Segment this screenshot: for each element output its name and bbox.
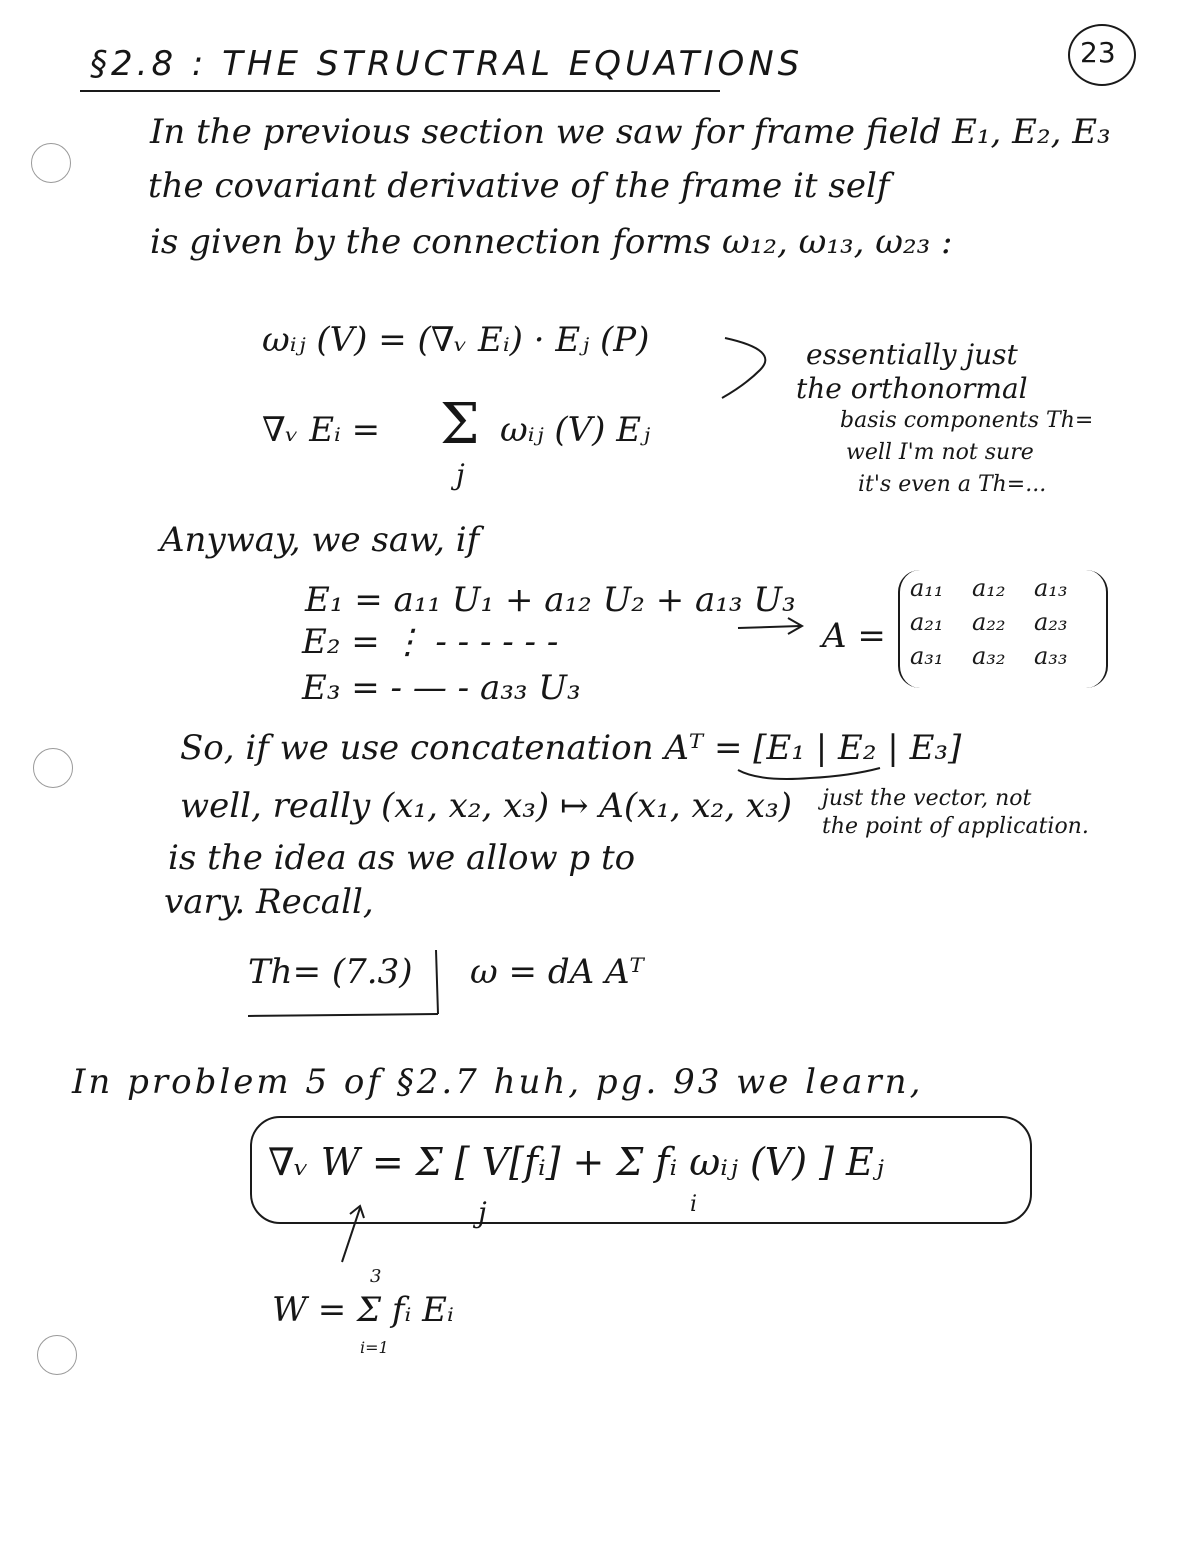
theorem-rule-side [436,950,438,1014]
side-note-line-4: well I'm not sure [846,440,1034,465]
summation-index-j: j [456,458,465,491]
frame-row-1: E₁ = a₁₁ U₁ + a₁₂ U₂ + a₁₃ U₃ [305,580,796,620]
w-definition: W = Σ fᵢ Eᵢ [272,1290,454,1330]
w-arrow [342,1208,360,1262]
side-note-line-1: essentially just [806,338,1018,371]
covariant-derivative-rhs: ωᵢⱼ (V) Eⱼ [500,410,651,450]
matrix-arrow [738,626,800,628]
matrix-cell: a₂₃ [1034,608,1068,636]
note-bracket [722,338,765,398]
w-sum-upper: 3 [370,1266,382,1287]
intro-line-3: is given by the connection forms ω₁₂, ω₁₃, ω₂₃ : [150,222,953,262]
summation-symbol: Σ [440,392,480,457]
side-note-line-2: the orthonormal [796,372,1028,405]
matrix-cell: a₁₂ [972,574,1006,602]
matrix-cell: a₁₁ [910,574,944,602]
matrix-cell: a₂₁ [910,608,944,636]
concat-line-1: So, if we use concatenation Aᵀ = [E₁ | E₂ | E₃] [180,728,962,768]
intro-line-1: In the previous section we saw for frame field E₁, E₂, E₃ [150,112,1111,152]
connection-form-equation: ωᵢⱼ (V) = (∇ᵥ Eᵢ) · Eⱼ (P) [262,320,650,360]
boxed-formula: ∇ᵥ W = Σ [ V[fᵢ] + Σ fᵢ ωᵢⱼ (V) ] Eⱼ [268,1140,884,1184]
matrix-cell: a₃₂ [972,642,1006,670]
concat-note-1: just the vector, not [822,786,1032,811]
frame-row-3: E₃ = - — - a₃₃ U₃ [302,668,581,708]
matrix-cell: a₃₁ [910,642,944,670]
section-title: §2.8 : THE STRUCTRAL EQUATIONS [90,44,804,84]
theorem-rule-bottom [248,1014,438,1016]
matrix-label: A = [822,616,886,656]
concat-line-3: is the idea as we allow p to [168,838,636,878]
concat-line-2: well, really (x₁, x₂, x₃) ↦ A(x₁, x₂, x₃) [180,786,792,826]
boxed-sum-index-i: i [690,1192,698,1217]
theorem-label: Th= (7.3) [248,952,413,992]
theorem-formula: ω = dA Aᵀ [470,952,644,992]
intro-line-2: the covariant derivative of the frame it self [148,166,890,206]
covariant-derivative-lhs: ∇ᵥ Eᵢ = [262,410,381,450]
matrix-cell: a₁₃ [1034,574,1068,602]
matrix-cell: a₃₃ [1034,642,1068,670]
anyway-intro: Anyway, we saw, if [160,520,480,560]
side-note-line-3: basis components Th= [840,408,1094,433]
concat-line-4: vary. Recall, [164,882,374,922]
matrix-cell: a₂₂ [972,608,1006,636]
page-number: 23 [1080,36,1116,69]
w-sum-lower: i=1 [360,1338,389,1357]
side-note-line-5: it's even a Th=... [858,472,1047,497]
concat-note-2: the point of application. [822,814,1089,839]
concat-brace [738,768,880,779]
problem-line: In problem 5 of §2.7 huh, pg. 93 we learn, [72,1062,924,1102]
boxed-sum-index-j: j [478,1196,487,1229]
frame-row-2: E₂ = ⋮ - - - - - - [302,622,559,662]
